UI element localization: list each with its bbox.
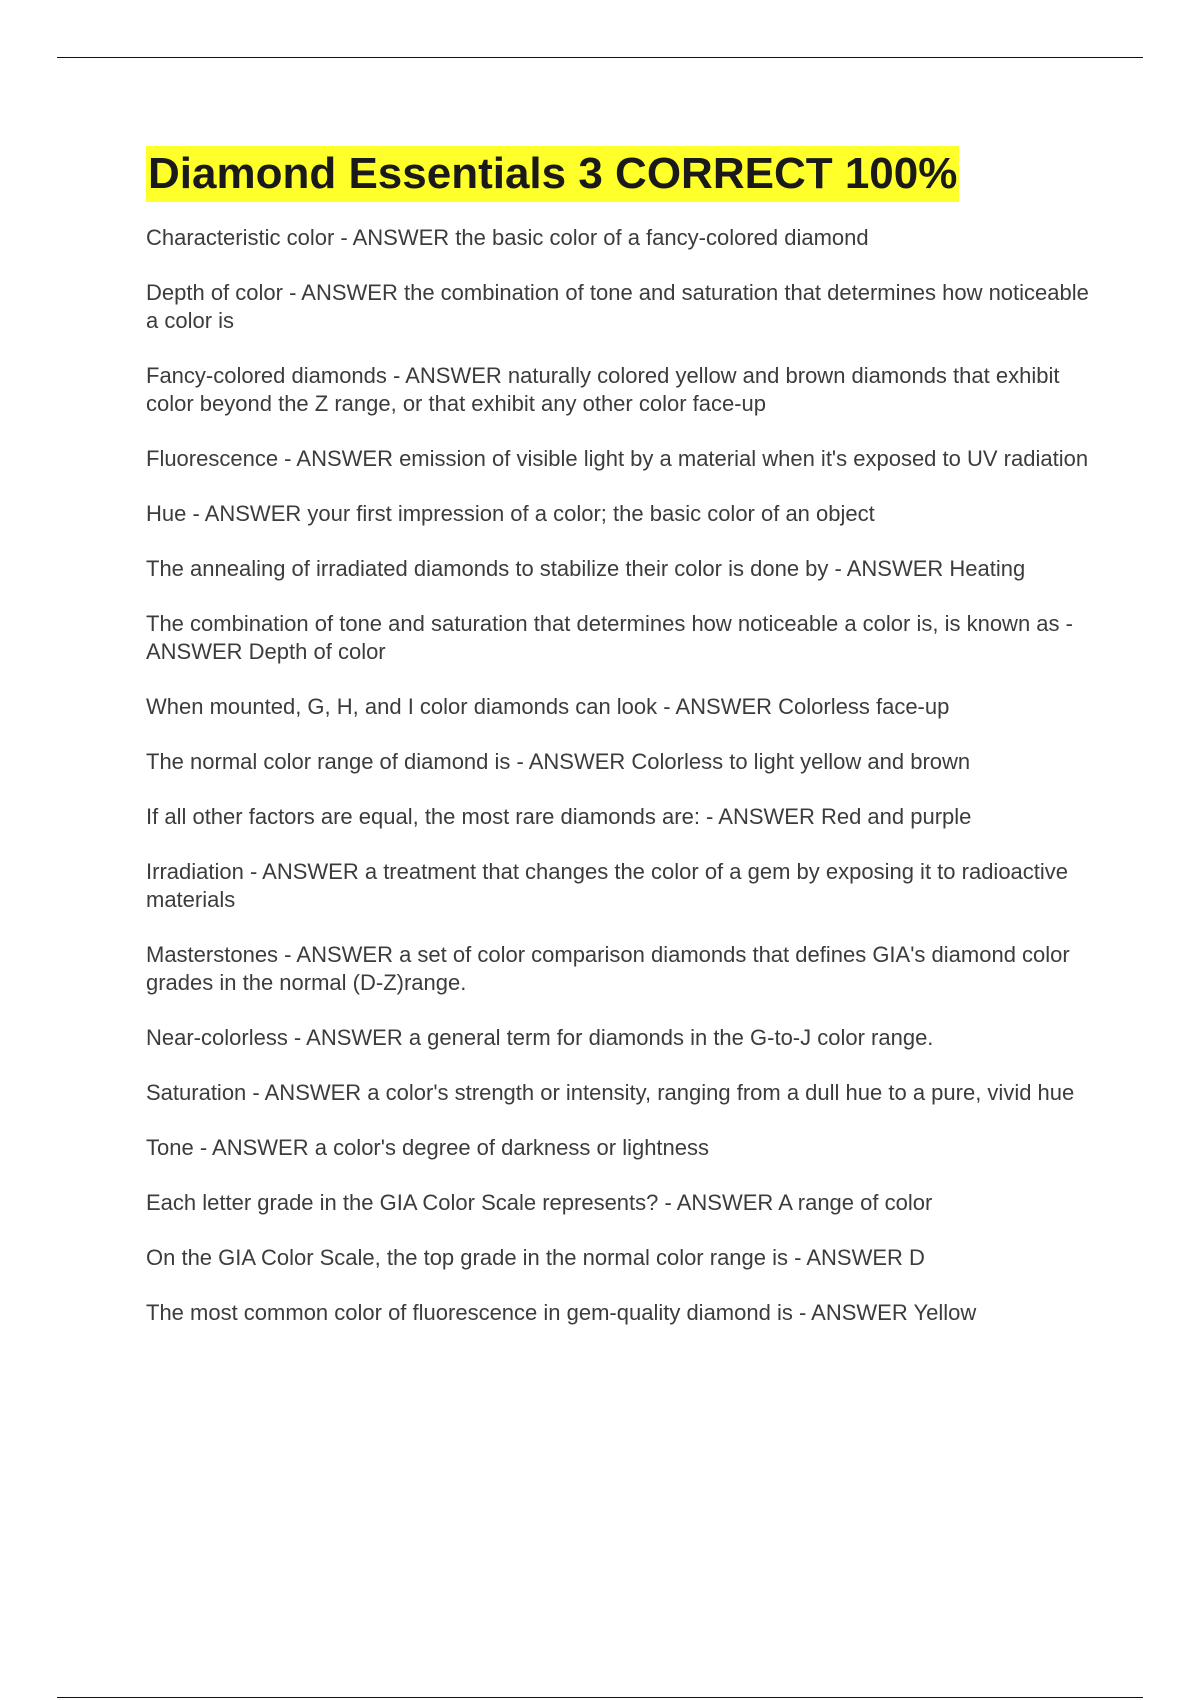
qa-item: Depth of color - ANSWER the combination of tone and saturation that determines how noticeable a color is: [146, 280, 1089, 333]
qa-item: Characteristic color - ANSWER the basic color of a fancy-colored diamond: [146, 225, 869, 250]
qa-item: Masterstones - ANSWER a set of color comparison diamonds that defines GIA's diamond color grades in the normal (D-Z)range.: [146, 942, 1070, 995]
document-title: Diamond Essentials 3 CORRECT 100%: [146, 146, 959, 202]
qa-item: Tone - ANSWER a color's degree of darkness or lightness: [146, 1135, 710, 1160]
qa-item: The most common color of fluorescence in gem-quality diamond is - ANSWER Yellow: [146, 1300, 977, 1325]
qa-item: The annealing of irradiated diamonds to stabilize their color is done by - ANSWER Heating: [146, 556, 1026, 581]
qa-item: Fancy-colored diamonds - ANSWER naturally colored yellow and brown diamonds that exhibit color beyond the Z range, or that exhibit any other color face-up: [146, 363, 1060, 416]
qa-item: Hue - ANSWER your first impression of a color; the basic color of an object: [146, 501, 875, 526]
document-body: [146, 146, 1096, 1354]
qa-item: Irradiation - ANSWER a treatment that changes the color of a gem by exposing it to radioactive materials: [146, 859, 1069, 912]
qa-item: The combination of tone and saturation that determines how noticeable a color is, is known as - ANSWER Depth of color: [146, 611, 1073, 664]
qa-item: The normal color range of diamond is - ANSWER Colorless to light yellow and brown: [146, 749, 971, 774]
footer-rule: [57, 1697, 1143, 1698]
qa-item: If all other factors are equal, the most rare diamonds are: - ANSWER Red and purple: [146, 804, 972, 829]
qa-item: Near-colorless - ANSWER a general term for diamonds in the G-to-J color range.: [146, 1025, 934, 1050]
qa-item: When mounted, G, H, and I color diamonds can look - ANSWER Colorless face-up: [146, 694, 950, 719]
qa-list: [146, 224, 1096, 1327]
qa-item: On the GIA Color Scale, the top grade in the normal color range is - ANSWER D: [146, 1245, 925, 1270]
qa-item: Fluorescence - ANSWER emission of visible light by a material when it's exposed to UV radiation: [146, 446, 1089, 471]
header-rule: [57, 57, 1143, 58]
qa-item: Each letter grade in the GIA Color Scale represents? - ANSWER A range of color: [146, 1190, 933, 1215]
qa-item: Saturation - ANSWER a color's strength or intensity, ranging from a dull hue to a pure, vivid hue: [146, 1080, 1075, 1105]
